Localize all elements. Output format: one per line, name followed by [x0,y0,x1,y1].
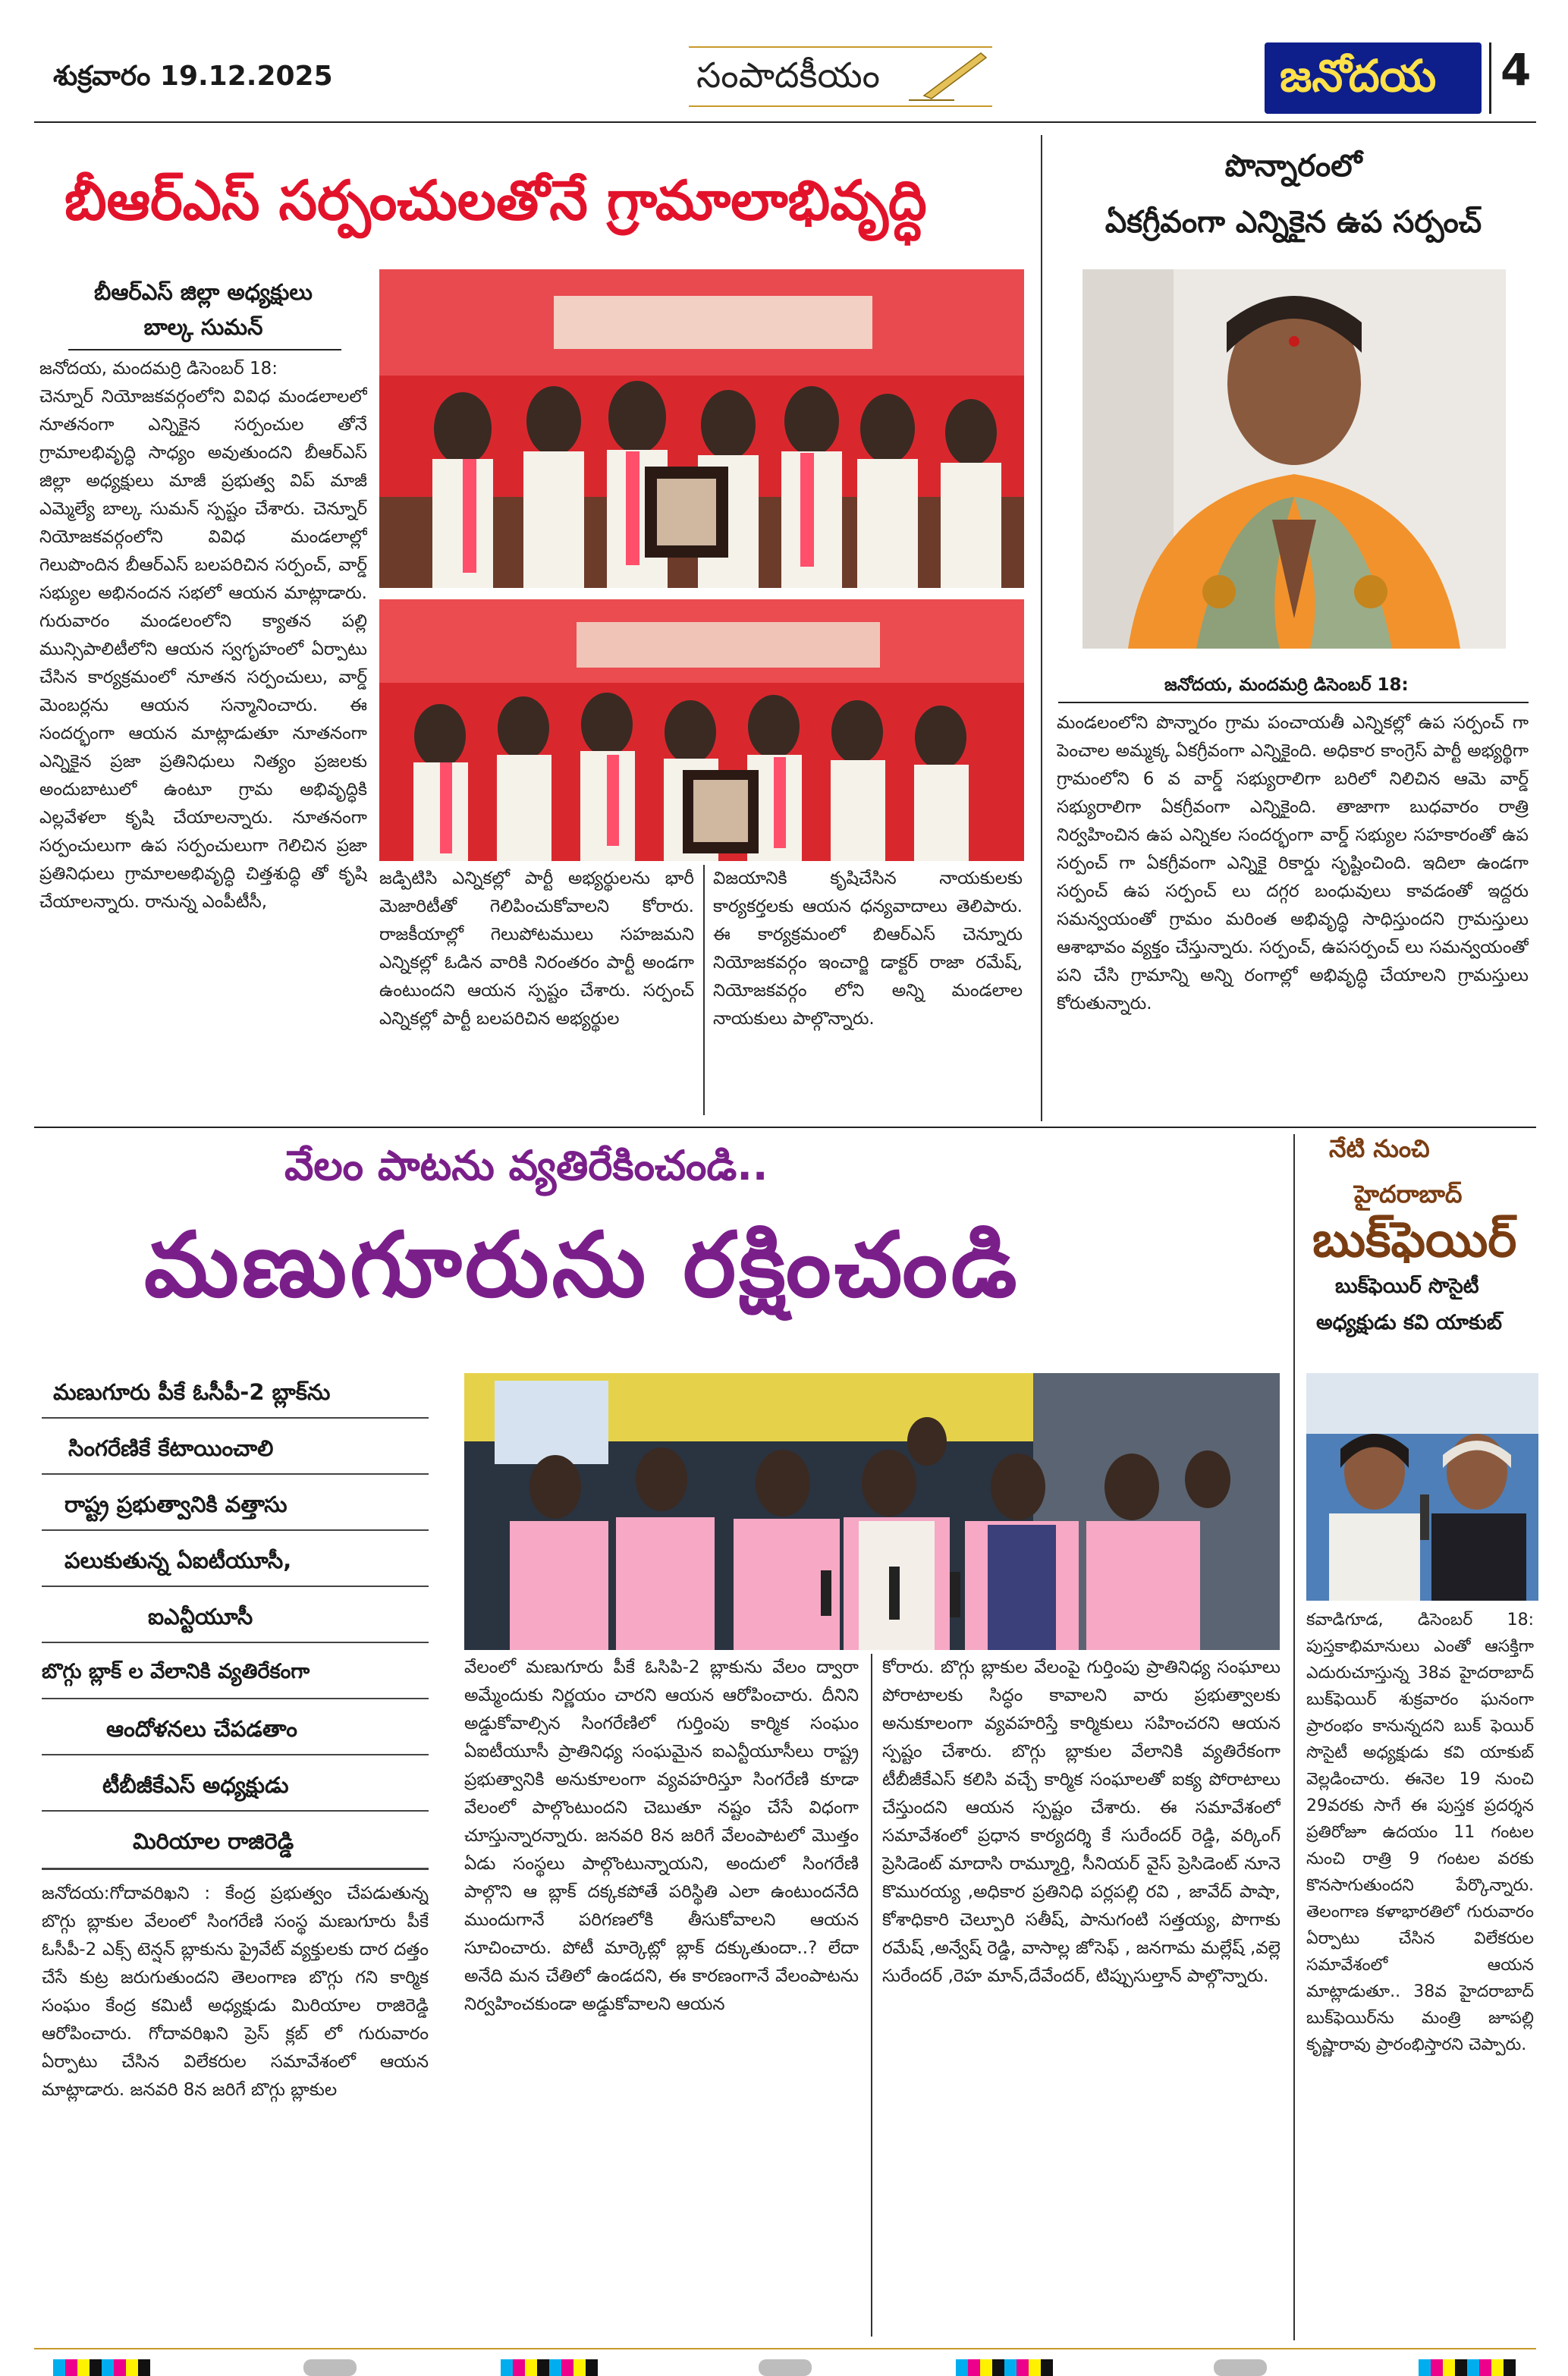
story4-sub2: అధ్యక్షుడు కవి యాకుబ్ [1316,1311,1502,1334]
story2-portrait [1083,269,1506,649]
section-title: సంపాదకీయం [696,55,881,96]
masthead [1265,42,1482,114]
header-date: శుక్రవారం 19.12.2025 [53,61,333,92]
story1-subhead-line1: బీఆర్ఎస్ జిల్లా అధ్యక్షులు [94,279,313,305]
story1-subhead [36,275,370,344]
story3-bullet-4: పలుకుతున్న ఏఐటీయూసీ, [64,1548,292,1573]
story1-headline: బీఆర్ఎస్ సర్పంచులతోనే గ్రామాలాభివృద్ధి [64,168,927,232]
story3-bullet-2: సింగరేణికే కేటాయించాలి [68,1435,274,1461]
story3-col1: జనోదయ:గోదావరిఖని : కేంద్ర ప్రభుత్వం చేపడుతున్న బొగ్గు బ్లాకుల వేలంలో సింగరేణి సంస్థ మణుగూరు పీకే ఓసీపీ-2 ఎక్స్ టెన్షన్ బ్లాకును ప్రైవేట్ వ్యక్తులకు దార దత్తం చేసే కుట్ర జరుగుతుందని తెలంగాణ బొగ్గు గని కార్మిక సంఘం కేంద్ర కమిటీ అధ్యక్షుడు మిరియాల రాజిరెడ్డి ఆరోపించారు. గోదావరిఖని ప్రెస్ క్లబ్ లో గురువారం ఏర్పాటు చేసిన విలేకరుల సమావేశంలో ఆయన మాట్లాడారు. జనవరి 8న జరిగే బొగ్గు బ్లాకుల [42,1884,429,2100]
story4-kicker: నేటి నుంచి [1329,1134,1430,1163]
story2-headline [1051,138,1536,250]
story3-bullet-7: ఆందోళనలు చేపడతాం [106,1716,297,1742]
story3-photo [464,1373,1280,1650]
story3-bullet-8: టీబీజీకేఎస్ అధ్యక్షుడు [102,1772,289,1798]
section-label [681,44,1000,109]
story1-col1: జనోదయ, మందమర్రి డిసెంబర్ 18: చెన్నూర్ నియోజకవర్గంలోని వివిధ మండలాలలో నూతనంగా ఎన్నికైన సర్పంచుల తోనే గ్రామాలభివృద్ధి సాధ్యం అవుతుందని బీఆర్ఎస్ జిల్లా అధ్యక్షులు మాజీ ప్రభుత్వ విప్ మాజీ ఎమ్మెల్యే బాల్క సుమన్ స్పష్టం చేశారు. చెన్నూర్ నియోజకవర్గంలోని వివిధ మండలాల్లో గెలుపొందిన బీఆర్ఎస్ బలపరిచిన సర్పంచ్, వార్డ్ సభ్యుల అభినందన సభలో ఆయన మాట్లాడారు. గురువారం మండలంలోని క్యాతన పల్లి మున్సిపాలిటీలోని ఆయన స్వగృహంలో ఏర్పాటు చేసిన కార్యక్రమంలో నూతన సర్పంచులు, వార్డ్ మెంబర్లను ఆయన సన్మానించారు. ఈ సందర్భంగా ఆయన మాట్లాడుతూ నూతనంగా ఎన్నికైన ప్రజా ప్రతినిధులు నిత్యం ప్రజలకు అందుబాటులో ఉంటూ గ్రామ అభివృద్ధికి ఎల్లవేళలా కృషి చేయాలన్నారు. నూతనంగా సర్పంచులుగా ఉప సర్పంచులుగా గెలిచిన ప్రజా ప్రతినిధులు గ్రామాలఅభివృద్ధి చిత్తశుద్ధి తో కృషి చేయాలన్నారు. రానున్న ఎంపీటీసీ, [39,359,367,912]
story4-line2: హైదరాబాద్ [1354,1180,1463,1208]
story3-bullet-9: మిరియాల రాజిరెడ్డి [133,1828,294,1854]
story4-photo [1306,1373,1538,1601]
story3-headline: మణుగూరును రక్షించండి [144,1212,1020,1317]
story1-col2: జడ్పిటిసి ఎన్నికల్లో పార్టీ అభ్యర్థులను భారీ మెజారిటీతో గెలిపించుకోవాలని కోరారు. రాజకీయాల్లో గెలుపోటములు సహజమని ఎన్నికల్లో ఓడిన వారికి నిరంతరం పార్టీ అండగా ఉంటుందని ఆయన స్పష్టం చేశారు. సర్పంచ్ ఎన్నికల్లో పార్టీ బలపరిచిన అభ్యర్థుల [379,869,694,1029]
story1-subhead-line2: బాల్క సుమన్ [143,314,263,340]
story3-bullet-3: రాష్ట్ర ప్రభుత్వానికి వత్తాసు [64,1491,288,1517]
story4-headline: బుక్‌ఫెయిర్ [1312,1212,1517,1268]
story3-bullet-5: ఐఎన్టీయూసీ [148,1604,253,1630]
story4-sub1: బుక్‌ఫెయిర్ సొసైటీ [1335,1274,1479,1298]
story3-bullet-6: బొగ్గు బ్లాక్ ల వేలానికి వ్యతిరేకంగా [42,1660,310,1683]
story3-col3: కోరారు. బొగ్గు బ్లాకుల వేలంపై గుర్తింపు ప్రాతినిధ్య సంఘాలు పోరాటాలకు సిద్ధం కావాలని వారు ప్రభుత్వాలకు అనుకూలంగా వ్యవహరిస్తే కార్మికులు సహించరని ఆయన స్పష్టం చేశారు. బొగ్గు బ్లాకుల వేలానికి వ్యతిరేకంగా టీబీజీకేఎస్ కలిసి వచ్చే కార్మిక సంఘాలతో ఐక్య పోరాటాలు చేస్తుందని ఆయన స్పష్టం చేశారు. ఈ సమావేశంలో సమావేశంలో ప్రధాన కార్యదర్శి కే సురేందర్ రెడ్డి, వర్కింగ్ ప్రెసిడెంట్ మాదాసి రామ్మూర్తి, సీనియర్ వైస్ ప్రెసిడెంట్ నూనె కొమురయ్య ,అధికార ప్రతినిధి పర్లపల్లి రవి , జావేద్ పాషా, కోశాధికారి చెల్పూరి సతీష్, పానుగంటి సత్తయ్య, పొగాకు రమేష్ ,అన్వేష్ రెడ్డి, వాసాల్ల జోసెఫ్ , జనగామ మల్లేష్ ,వల్లె సురేందర్ ,రెహ మాన్,దేవేందర్, టిప్పుసుల్తాన్ పాల్గొన్నారు. [882,1658,1280,1986]
story1-col3: విజయానికి కృషిచేసిన నాయకులకు కార్యకర్తలకు ఆయన ధన్యవాదాలు తెలిపారు. ఈ కార్యక్రమంలో బిఆర్ఎస్ చెన్నూరు నియోజకవర్గం ఇంచార్జి డాక్టర్ రాజా రమేష్, నియోజకవర్గం లోని అన్ని మండలాల నాయకులు పాల్గొన్నారు. [713,869,1023,1029]
story2-dateline: జనోదయ, మందమర్రి డిసెంబర్ 18: [1164,675,1409,695]
story3-bullet-1: మణుగూరు పీకే ఓసీపీ-2 బ్లాక్‌ను [53,1379,331,1405]
story2-headline-line1: పొన్నారంలో [1224,149,1362,184]
column-rule [1041,135,1042,1121]
page-number: 4 [1500,44,1532,96]
story1-photo-bottom [379,599,1024,861]
story4-body: కవాడిగూడ, డిసెంబర్ 18: పుస్తకాభిమానులు ఎంతో ఆసక్తిగా ఎదురుచూస్తున్న 38వ హైదరాబాద్ బుక్‌ఫెయిర్ శుక్రవారం ఘనంగా ప్రారంభం కానున్నదని బుక్ ఫెయిర్ సొసైటీ అధ్యక్షుడు కవి యాకుబ్ వెల్లడించారు. ఈనెల 19 నుంచి 29వరకు సాగే ఈ పుస్తక ప్రదర్శన ప్రతిరోజూ ఉదయం 11 గంటల నుంచి రాత్రి 9 గంటల వరకు కొనసాగుతుందని పేర్కొన్నారు. తెలంగాణ కళాభారతిలో గురువారం ఏర్పాటు చేసిన విలేకరుల సమావేశంలో ఆయన మాట్లాడుతూ.. 38వ హైదరాబాద్ బుక్‌ఫెయిర్‌ను మంత్రి జూపల్లి కృష్ణారావు ప్రారంభిస్తారని చెప్పారు. [1306,1611,1534,2054]
story2-headline-line2: ఏకగ్రీవంగా ఎన్నికైన ఉప సర్పంచ్ [1105,205,1482,240]
story3-kicker: వేలం పాటను వ్యతిరేకించండి.. [284,1142,768,1190]
story3-col2: వేలంలో మణుగూరు పీకే ఓసిపి-2 బ్లాకును వేలం ద్వారా అమ్మేందుకు నిర్ణయం చారని ఆయన ఆరోపించారు. దీనిని అడ్డుకోవాల్సిన సింగరేణిలో గుర్తింపు కార్మిక సంఘం ఏఐటీయూసీ ప్రాతినిధ్య సంఘమైన ఐఎన్టీయూసీలు రాష్ట్ర ప్రభుత్వానికి అనుకూలంగా వ్యవహరిస్తూ సింగరేణి కూడా వేలంలో పాల్గొంటుందని చెబుతూ నష్టం చేసే విధంగా చూస్తున్నారన్నారు. జనవరి 8న జరిగే వేలంపాటలో మొత్తం ఏడు సంస్థలు పాల్గొంటున్నాయని, అందులో సింగరేణి పాల్గొని ఆ బ్లాక్ దక్కకపోతే పరిస్థితి ఎలా ఉంటుందనేది ముందుగానే పరిగణలోకి తీసుకోవాలని ఆయన సూచించారు. పోటీ మార్కెట్లో బ్లాక్ దక్కుతుందా..? లేదా అనేది మన చేతిలో ఉండదని, ఈ కారణంగానే వేలంపాటను నిర్వహించకుండా అడ్డుకోవాలని ఆయన [464,1658,859,2014]
story1-photo-top [379,269,1024,588]
story2-body: మండలంలోని పొన్నారం గ్రామ పంచాయతీ ఎన్నికల్లో ఉప సర్పంచ్ గా పెంచాల అమ్మక్క ఏకగ్రీవంగా ఎన్నికైంది. అధికార కాంగ్రెస్ పార్టీ అభ్యర్థిగా గ్రామంలోని 6 వ వార్డ్ సభ్యురాలిగా బరిలో నిలిచిన ఆమె వార్డ్ సభ్యురాలిగా ఏకగ్రీవంగా ఎన్నికైంది. తాజాగా బుధవారం రాత్రి నిర్వహించిన ఉప ఎన్నికల సందర్భంగా వార్డ్ సభ్యుల సహకారంతో ఉప సర్పంచ్ గా ఏకగ్రీవంగా ఎన్నికై రికార్డు సృష్టించింది. ఇదిలా ఉండగా సర్పంచ్ ఉప సర్పంచ్ లు దగ్గర బంధువులు కావడంతో ఇద్దరు సమన్వయంతో గ్రామం మరింత అభివృద్ధి సాధిస్తుందని గ్రామస్తులు ఆశాభావం వ్యక్తం చేస్తున్నారు. సర్పంచ్, ఉపసర్పంచ్ లు సమన్వయంతో పని చేసి గ్రామాన్ని అన్ని రంగాల్లో అభివృద్ధి చేయాలని గ్రామస్తులు కోరుతున్నారు. [1057,713,1529,1014]
masthead-title: జనోదయ [1280,50,1437,102]
